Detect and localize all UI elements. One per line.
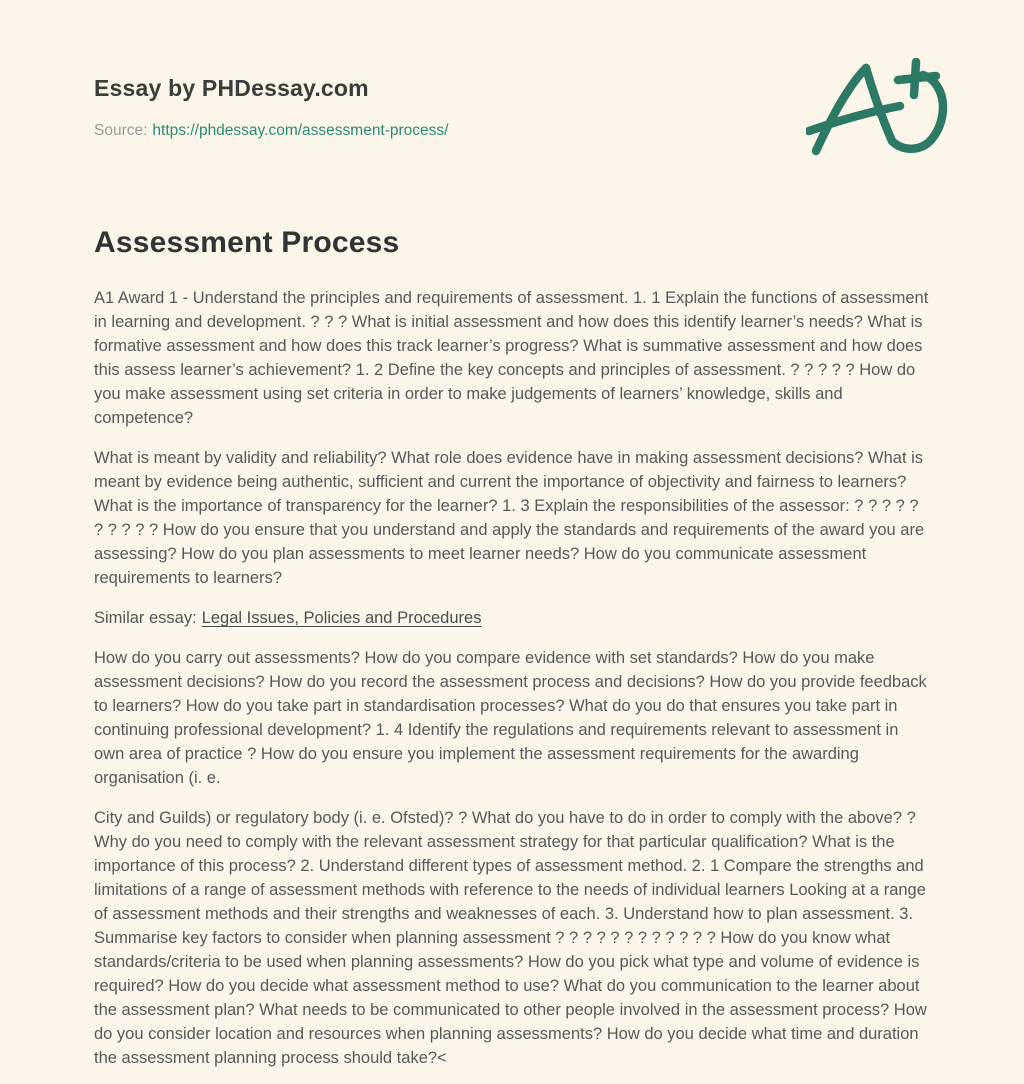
similar-essay-line — [94, 606, 930, 630]
essay-paragraph-3: How do you carry out assessments? How do you compare evidence with set standards? How do you make assessment decisions? How do you record the assessment process and decisions? How do you provide feedback to learners? How do you take part in standardisation processes? What do you do that ensures you take part in continuing professional development? 1. 4 Identify the regulations and requirements relevant to assessment in own area of practice ? How do you ensure you implement the assessment requirements for the awarding organisation (i. e. — [94, 649, 927, 787]
similar-essay-link[interactable]: Legal Issues, Policies and Procedures — [201, 609, 482, 627]
source-line — [94, 122, 930, 140]
essay-paragraph-4: City and Guilds) or regulatory body (i. e. Ofsted)? ? What do you have to do in order to comply with the above? ? Why do you need to comply with the relevant assessment strategy for that particular qualification? What is the importance of this process? 2. Understand different types of assessment method. 2. 1 Compare the strengths and limitations of a range of assessment methods with reference to the needs of individual learners Looking at a range of assessment methods and their strengths and weaknesses of each. 3. Understand how to plan assessment. 3. Summarise key factors to consider when planning assessment ? ? ? ? ? ? ? ? ? ? ? ? How do you know what standards/criteria to be used when planning assessments? How do you pick what type and volume of evidence is required? How do you decide what assessment method to use? What do you communication to the learner about the assessment plan? What needs to be communicated to other people involved in the assessment process? How do you consider location and resources when planning assessments? How do you decide what time and duration the assessment planning process should take?< — [94, 809, 927, 1067]
similar-essay-label: Similar essay: — [94, 609, 197, 627]
essay-body — [94, 286, 930, 1070]
source-label: Source: — [94, 122, 148, 139]
essay-title: Assessment Process — [94, 226, 400, 259]
site-title: Essay by PHDessay.com — [94, 75, 369, 101]
essay-paragraph-1: A1 Award 1 - Understand the principles and requirements of assessment. 1. 1 Explain the functions of assessment in learning and development. ? ? ? What is initial assessment and how does this identify learner’s needs? What is formative assessment and how does this track learner’s progress? What is summative assessment and how does this assess learner’s achievement? 1. 2 Define the key concepts and principles of assessment. ? ? ? ? ? How do you make assessment using set criteria in order to make judgements of learners’ knowledge, skills and competence? — [94, 289, 929, 427]
essay-paragraph-2: What is meant by validity and reliability? What role does evidence have in making assessment decisions? What is meant by evidence being authentic, sufficient and current the importance of objectivity and fairness to learners? What is the importance of transparency for the learner? 1. 3 Explain the responsibilities of the assessor: ? ? ? ? ? ? ? ? ? ? How do you ensure that you understand and apply the standards and requirements of the award you are assessing? How do you plan assessments to meet learner needs? How do you communicate assessment requirements to learners? — [94, 449, 925, 587]
content-container — [94, 0, 930, 1070]
essay-content — [94, 226, 930, 1070]
source-link[interactable]: https://phdessay.com/assessment-process/ — [152, 122, 449, 139]
phdessay-a-plus-logo-icon — [806, 58, 956, 164]
header — [94, 75, 930, 140]
